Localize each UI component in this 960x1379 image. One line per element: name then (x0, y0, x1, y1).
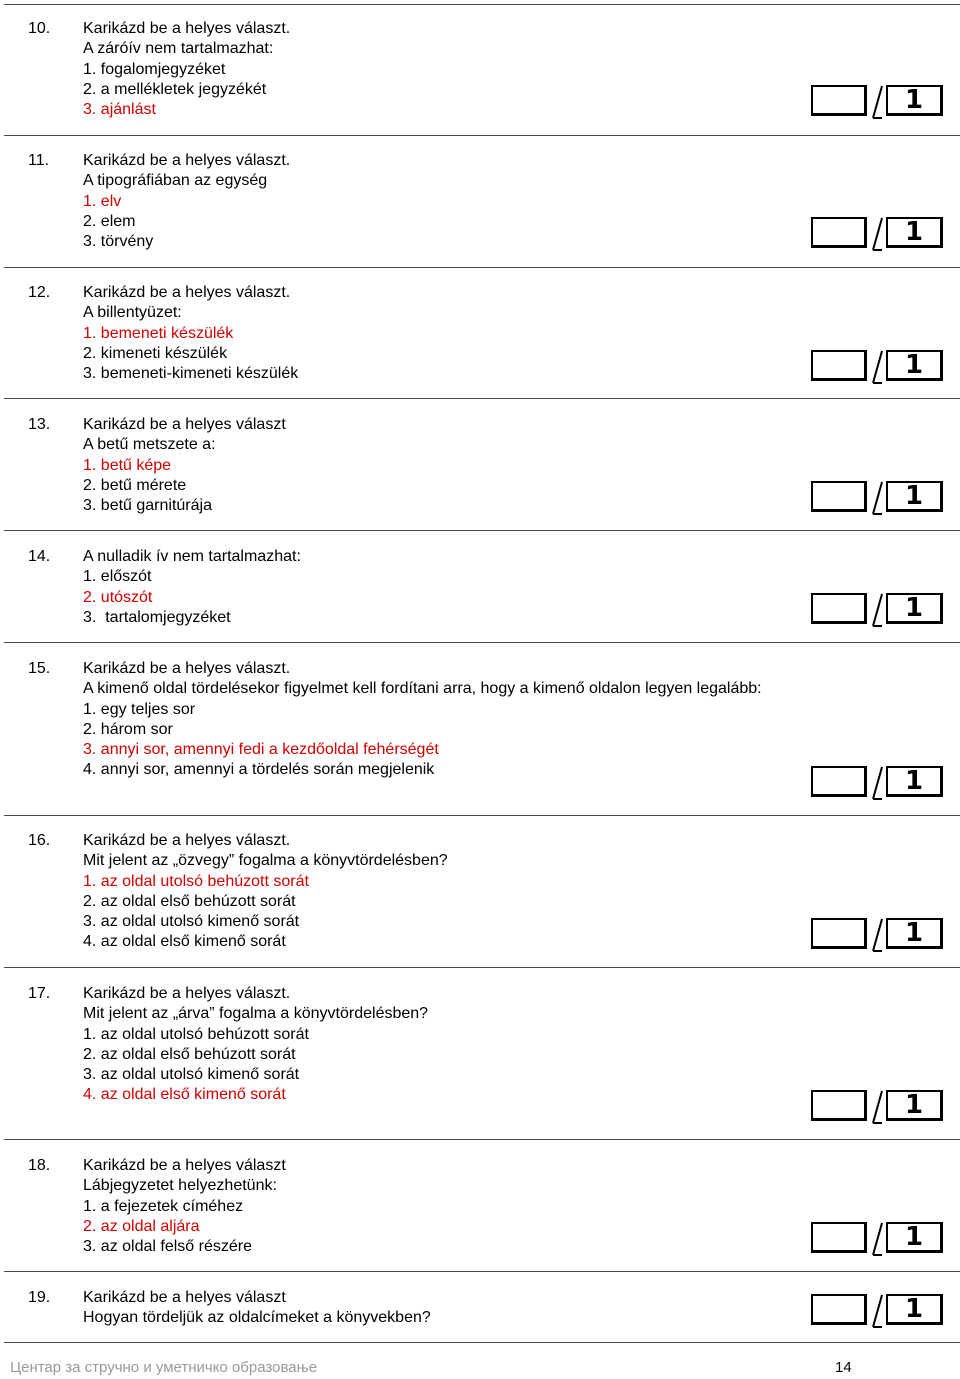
question-line: Mit jelent az „özvegy” fogalma a könyvtördelésben? (83, 852, 448, 870)
answer-option-correct: 2. az oldal aljára (83, 1217, 200, 1235)
answer-option: 2. betű mérete (83, 476, 187, 494)
slash-icon (870, 480, 884, 516)
answer-option: 3. az oldal felső részére (83, 1238, 252, 1256)
slash-icon (870, 349, 884, 385)
question-text (83, 415, 783, 516)
question-text (83, 19, 783, 120)
question-line: A nulladik ív nem tartalmazhat: (83, 548, 301, 565)
question-text (83, 1156, 783, 1257)
score-box (811, 765, 943, 801)
question-number: 10. (28, 20, 51, 37)
score-box (811, 1221, 943, 1257)
question-line: Karikázd be a helyes választ. (83, 284, 291, 301)
question-text (83, 1288, 783, 1329)
footer-institution: Центар за стручно и уметничко образовање (10, 1359, 318, 1376)
slash-icon (870, 917, 884, 953)
divider (4, 642, 960, 643)
question-number: 17. (28, 985, 51, 1002)
divider (4, 267, 960, 268)
score-field[interactable] (811, 918, 867, 949)
answer-option-correct: 1. betű képe (83, 456, 172, 474)
score-field[interactable] (811, 766, 867, 797)
answer-option: 2. elem (83, 212, 136, 230)
top-divider (4, 4, 960, 5)
answer-option-correct: 1. elv (83, 192, 122, 210)
answer-option: 1. a fejezetek címéhez (83, 1197, 244, 1215)
answer-option-correct: 1. bemeneti készülék (83, 324, 234, 342)
question-line: Karikázd be a helyes választ (83, 1157, 286, 1174)
question-text (83, 151, 783, 252)
divider (4, 530, 960, 531)
question-number: 19. (28, 1289, 51, 1306)
question-line: A kimenő oldal tördelésekor figyelmet kell fordítani arra, hogy a kimenő oldalon legyen legalább: (83, 680, 762, 698)
answer-option: 3. betű garnitúrája (83, 497, 212, 515)
score-box (811, 592, 943, 628)
question-line: Lábjegyzetet helyezhetünk: (83, 1177, 277, 1195)
slash-icon (870, 216, 884, 252)
score-box (811, 917, 943, 953)
slash-icon (870, 592, 884, 628)
score-box (811, 1293, 943, 1329)
max-points: 1 (886, 217, 943, 248)
answer-option: 3. törvény (83, 233, 154, 251)
max-points: 1 (886, 593, 943, 624)
max-points: 1 (886, 85, 943, 116)
question-line: A tipográfiában az egység (83, 172, 268, 190)
score-field[interactable] (811, 1294, 867, 1325)
slash-icon (870, 1293, 884, 1329)
answer-option: 2. a mellékletek jegyzékét (83, 80, 267, 98)
answer-option: 2. kimeneti készülék (83, 344, 228, 362)
answer-option: 3. az oldal utolsó kimenő sorát (83, 913, 300, 931)
question-number: 15. (28, 660, 51, 677)
question-text (83, 283, 783, 384)
max-points: 1 (886, 918, 943, 949)
question-text (83, 984, 783, 1106)
answer-option: 1. egy teljes sor (83, 700, 196, 718)
question-number: 13. (28, 416, 51, 433)
answer-option: 3. az oldal utolsó kimenő sorát (83, 1066, 300, 1084)
question-text (83, 659, 783, 781)
max-points: 1 (886, 350, 943, 381)
question-text (83, 547, 783, 628)
max-points: 1 (886, 766, 943, 797)
question-line: A betű metszete a: (83, 436, 216, 454)
page-number: 14 (835, 1359, 852, 1376)
question-line: Karikázd be a helyes választ. (83, 20, 291, 37)
divider (4, 815, 960, 816)
score-box (811, 1089, 943, 1125)
score-box (811, 480, 943, 516)
divider (4, 1271, 960, 1272)
question-number: 11. (28, 152, 50, 169)
question-line: Karikázd be a helyes választ (83, 416, 286, 433)
score-field[interactable] (811, 593, 867, 624)
slash-icon (870, 1089, 884, 1125)
question-line: A záróív nem tartalmazhat: (83, 40, 274, 58)
max-points: 1 (886, 1294, 943, 1325)
answer-option: 1. előszót (83, 568, 152, 586)
score-field[interactable] (811, 85, 867, 116)
answer-option: 2. az oldal első behúzott sorát (83, 1045, 296, 1063)
answer-option-correct: 3. ajánlást (83, 101, 156, 119)
answer-option: 1. az oldal utolsó behúzott sorát (83, 1025, 309, 1043)
score-field[interactable] (811, 1222, 867, 1253)
score-field[interactable] (811, 1090, 867, 1121)
question-number: 14. (28, 548, 51, 565)
score-box (811, 349, 943, 385)
score-field[interactable] (811, 217, 867, 248)
max-points: 1 (886, 1222, 943, 1253)
divider (4, 135, 960, 136)
score-field[interactable] (811, 350, 867, 381)
question-text (83, 831, 783, 953)
slash-icon (870, 765, 884, 801)
answer-option: 4. az oldal első kimenő sorát (83, 933, 286, 951)
question-line: Karikázd be a helyes választ (83, 1289, 286, 1306)
question-line: Karikázd be a helyes választ. (83, 985, 291, 1002)
divider (4, 1139, 960, 1140)
answer-option: 4. annyi sor, amennyi a tördelés során megjelenik (83, 761, 435, 779)
question-line: Karikázd be a helyes választ. (83, 660, 291, 677)
answer-option-correct: 4. az oldal első kimenő sorát (83, 1086, 286, 1104)
answer-option: 3. tartalomjegyzéket (83, 608, 231, 626)
answer-option: 2. három sor (83, 720, 173, 738)
answer-option: 3. bemeneti-kimeneti készülék (83, 365, 299, 383)
answer-option: 1. fogalomjegyzéket (83, 60, 226, 78)
question-number: 12. (28, 284, 51, 301)
question-number: 18. (28, 1157, 51, 1174)
answer-option-correct: 2. utószót (83, 588, 153, 606)
divider (4, 1342, 960, 1343)
answer-option: 2. az oldal első behúzott sorát (83, 892, 296, 910)
question-number: 16. (28, 832, 51, 849)
question-line: A billentyüzet: (83, 304, 182, 322)
answer-option-correct: 1. az oldal utolsó behúzott sorát (83, 872, 309, 890)
answer-option-correct: 3. annyi sor, amennyi fedi a kezdőoldal fehérségét (83, 741, 439, 759)
max-points: 1 (886, 481, 943, 512)
max-points: 1 (886, 1090, 943, 1121)
question-line: Karikázd be a helyes választ. (83, 832, 291, 849)
score-box (811, 216, 943, 252)
question-line: Karikázd be a helyes választ. (83, 152, 291, 169)
divider (4, 398, 960, 399)
divider (4, 967, 960, 968)
question-line: Hogyan tördeljük az oldalcímeket a könyvekben? (83, 1309, 431, 1327)
score-field[interactable] (811, 481, 867, 512)
slash-icon (870, 1221, 884, 1257)
slash-icon (870, 84, 884, 120)
question-line: Mit jelent az „árva” fogalma a könyvtördelésben? (83, 1005, 429, 1023)
score-box (811, 84, 943, 120)
